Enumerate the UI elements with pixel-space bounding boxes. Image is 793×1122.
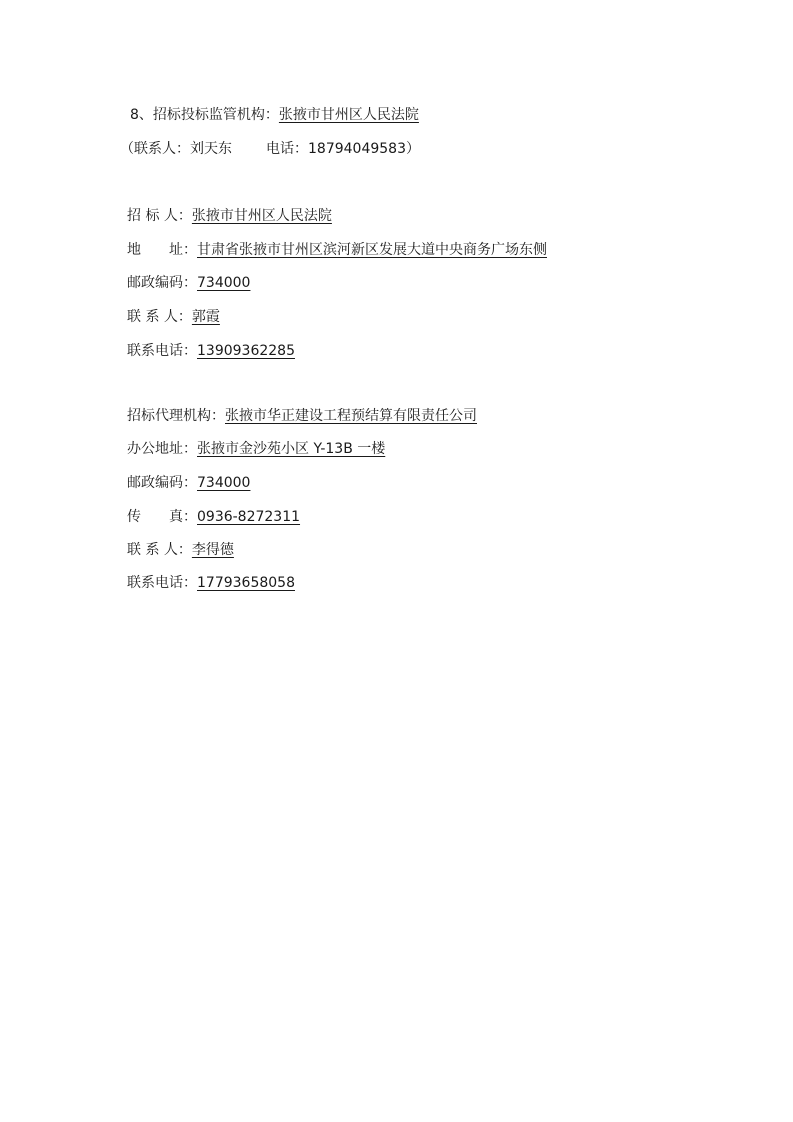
tenderer-phone-value: 13909362285 bbox=[197, 343, 295, 359]
supervision-phone: 电话：18794049583） bbox=[266, 141, 420, 157]
tenderer-contact-label: 联 系 人： bbox=[127, 309, 192, 325]
tenderer-postcode-row bbox=[127, 273, 250, 293]
agency-phone-row bbox=[127, 573, 295, 593]
tenderer-phone-label: 联系电话： bbox=[127, 343, 197, 359]
agency-postcode-row bbox=[127, 473, 250, 493]
supervision-contact-line bbox=[120, 139, 420, 159]
agency-contact-label: 联 系 人： bbox=[127, 542, 192, 558]
agency-postcode-label: 邮政编码： bbox=[127, 475, 197, 491]
supervision-heading-value: 张掖市甘州区人民法院 bbox=[278, 107, 419, 123]
agency-office-value: 张掖市金沙苑小区 Y-13B 一楼 bbox=[197, 441, 386, 457]
tenderer-name-row bbox=[127, 206, 332, 226]
agency-office-label: 办公地址： bbox=[127, 441, 197, 457]
agency-contact-value: 李得德 bbox=[191, 542, 234, 558]
tenderer-name-value: 张掖市甘州区人民法院 bbox=[191, 208, 332, 224]
agency-name-row bbox=[127, 406, 477, 426]
tenderer-address-value: 甘肃省张掖市甘州区滨河新区发展大道中央商务广场东侧 bbox=[197, 242, 547, 258]
tenderer-name-label: 招 标 人： bbox=[127, 208, 192, 224]
tenderer-address-row bbox=[127, 240, 547, 260]
tenderer-postcode-label: 邮政编码： bbox=[127, 275, 197, 291]
agency-contact-row bbox=[127, 540, 234, 560]
tenderer-address-label: 地 址： bbox=[127, 242, 197, 258]
agency-name-label: 招标代理机构： bbox=[127, 408, 225, 424]
tenderer-contact-row bbox=[127, 307, 220, 327]
agency-phone-value: 17793658058 bbox=[197, 575, 295, 591]
agency-fax-value: 0936-8272311 bbox=[197, 509, 301, 525]
agency-office-row bbox=[127, 439, 385, 459]
agency-fax-row bbox=[127, 507, 300, 527]
agency-name-value: 张掖市华正建设工程预结算有限责任公司 bbox=[225, 408, 477, 424]
agency-postcode-value: 734000 bbox=[197, 475, 251, 491]
supervision-heading-label: 8、招标投标监管机构： bbox=[130, 107, 279, 123]
tenderer-phone-row bbox=[127, 341, 295, 361]
supervision-contact: （联系人：刘天东 bbox=[120, 141, 232, 157]
tenderer-contact-value: 郭霞 bbox=[191, 309, 220, 325]
supervision-heading bbox=[130, 105, 419, 125]
tenderer-postcode-value: 734000 bbox=[197, 275, 251, 291]
agency-fax-label: 传 真： bbox=[127, 509, 197, 525]
agency-phone-label: 联系电话： bbox=[127, 575, 197, 591]
